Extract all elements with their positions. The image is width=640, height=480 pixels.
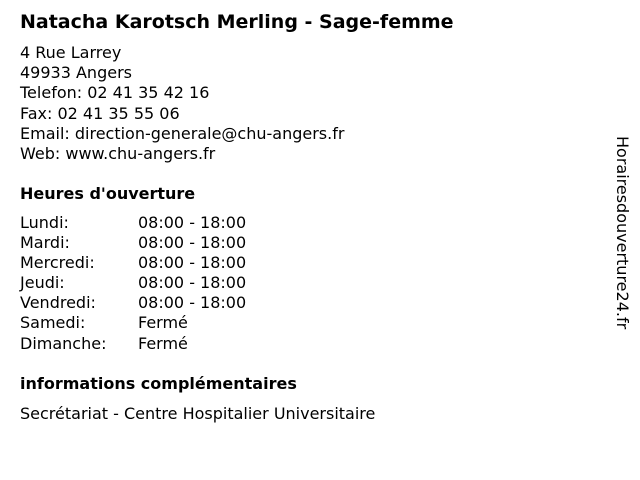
web-line: Web: www.chu-angers.fr	[20, 144, 216, 164]
time-value: 08:00 - 18:00	[138, 253, 247, 273]
address-street: 4 Rue Larrey	[20, 43, 122, 62]
fax-line: Fax: 02 41 35 55 06	[20, 103, 180, 123]
time-value: Fermé	[138, 333, 188, 353]
day-label: Lundi:	[20, 213, 69, 232]
time-value: 08:00 - 18:00	[138, 293, 247, 313]
opening-hours-heading: Heures d'ouverture	[20, 184, 196, 203]
contact-block	[20, 43, 344, 164]
site-watermark: Horairesdouverture24.fr	[613, 136, 632, 330]
additional-info-text: Secrétariat - Centre Hospitalier Universitaire	[20, 404, 376, 423]
day-label: Samedi:	[20, 313, 86, 333]
time-value: 08:00 - 18:00	[138, 213, 247, 232]
phone-line: Telefon: 02 41 35 42 16	[20, 83, 210, 103]
day-label: Jeudi:	[20, 273, 65, 293]
day-label: Vendredi:	[20, 293, 96, 313]
time-value: 08:00 - 18:00	[138, 233, 247, 253]
additional-info-heading: informations complémentaires	[20, 374, 297, 393]
time-value: 08:00 - 18:00	[138, 273, 247, 293]
address-city: 49933 Angers	[20, 63, 132, 83]
page-title: Natacha Karotsch Merling - Sage-femme	[20, 11, 454, 33]
day-label: Mercredi:	[20, 253, 95, 273]
email-line: Email: direction-generale@chu-angers.fr	[20, 123, 345, 143]
day-label: Mardi:	[20, 233, 70, 253]
time-value: Fermé	[138, 313, 188, 333]
day-label: Dimanche:	[20, 333, 107, 353]
